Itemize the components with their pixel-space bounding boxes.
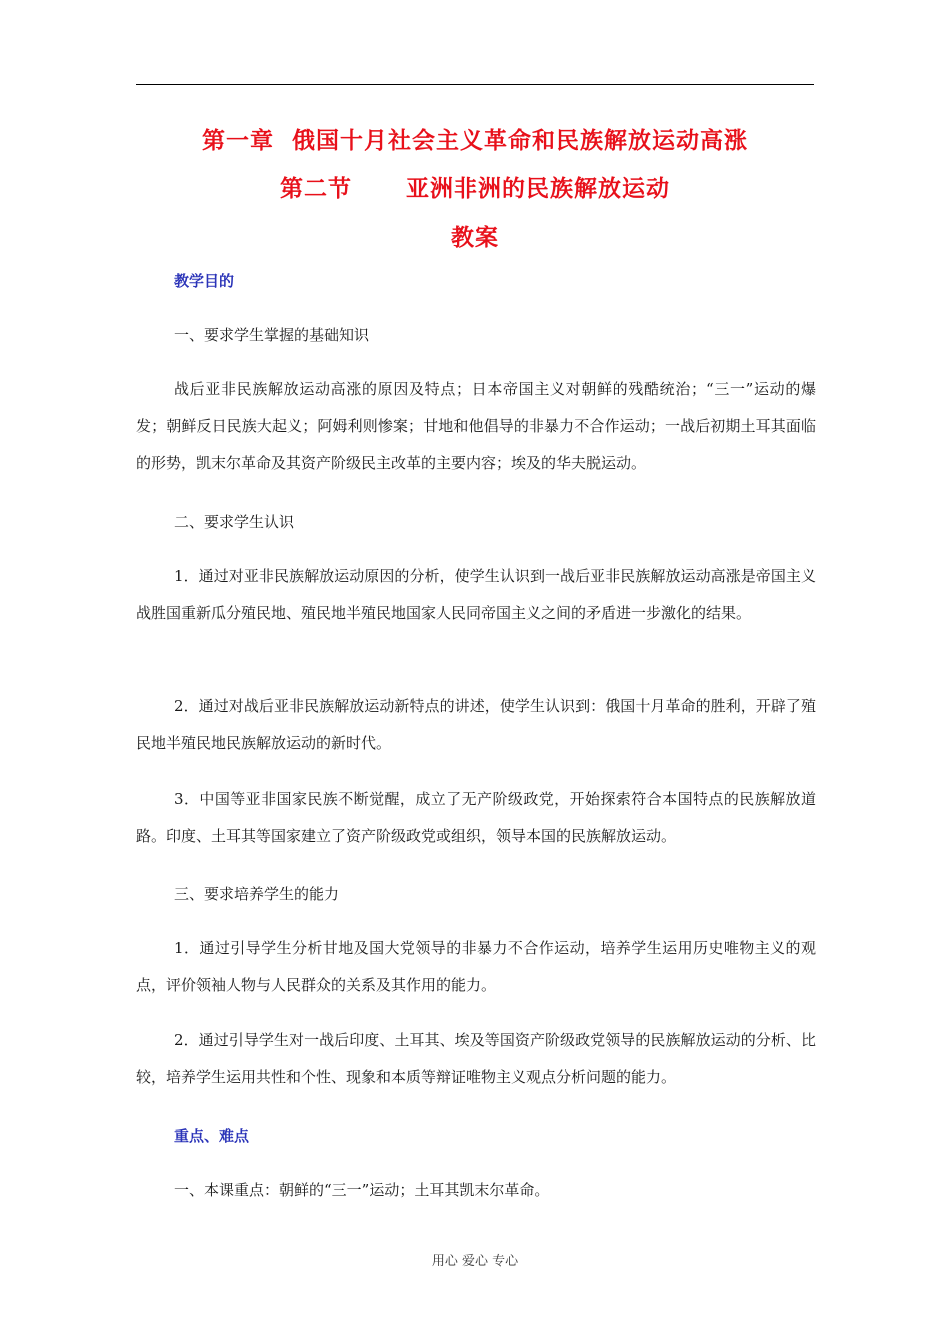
part1-paragraph: 战后亚非民族解放运动高涨的原因及特点；日本帝国主义对朝鲜的残酷统治；“三一”运动的爆发；朝鲜反日民族大起义；阿姆利则惨案；甘地和他倡导的非暴力不合作运动；一战后初期土耳其面临的形势，凯末尔革命及其资产阶级民主改革的主要内容；埃及的华夫脱运动。 xyxy=(136,380,816,472)
teaching-goals-heading: 教学目的 xyxy=(174,272,235,290)
key-point-item-1: 一、本课重点：朝鲜的“三一”运动；土耳其凯末尔革命。 xyxy=(174,1181,550,1199)
part3-title: 三、要求培养学生的能力 xyxy=(174,885,340,903)
header-rule xyxy=(136,84,814,85)
part1-title: 一、要求学生掌握的基础知识 xyxy=(174,326,370,344)
part2-item-3: 3．中国等亚非国家民族不断觉醒，成立了无产阶级政党，开始探索符合本国特点的民族解放道路。印度、土耳其等国家建立了资产阶级政党或组织，领导本国的民族解放运动。 xyxy=(136,790,816,845)
section-title: 第二节 亚洲非洲的民族解放运动 xyxy=(279,176,671,202)
part2-title: 二、要求学生认识 xyxy=(174,513,295,531)
part3-item-2: 2．通过引导学生对一战后印度、土耳其、埃及等国资产阶级政党领导的民族解放运动的分析、比较，培养学生运用共性和个性、现象和本质等辩证唯物主义观点分析问题的能力。 xyxy=(136,1031,816,1086)
chapter-title: 第一章 俄国十月社会主义革命和民族解放运动高涨 xyxy=(201,128,748,154)
doc-type-title: 教案 xyxy=(451,225,499,251)
part2-item-1: 1．通过对亚非民族解放运动原因的分析，使学生认识到一战后亚非民族解放运动高涨是帝国主义战胜国重新瓜分殖民地、殖民地半殖民地国家人民同帝国主义之间的矛盾进一步激化的结果。 xyxy=(136,567,816,622)
part3-item-1: 1．通过引导学生分析甘地及国大党领导的非暴力不合作运动，培养学生运用历史唯物主义的观点，评价领袖人物与人民群众的关系及其作用的能力。 xyxy=(136,939,816,994)
key-points-heading: 重点、难点 xyxy=(174,1127,250,1145)
part2-item-2: 2．通过对战后亚非民族解放运动新特点的讲述，使学生认识到：俄国十月革命的胜利，开辟了殖民地半殖民地民族解放运动的新时代。 xyxy=(136,697,816,752)
page-footer: 用心 爱心 专心 xyxy=(431,1254,519,1269)
